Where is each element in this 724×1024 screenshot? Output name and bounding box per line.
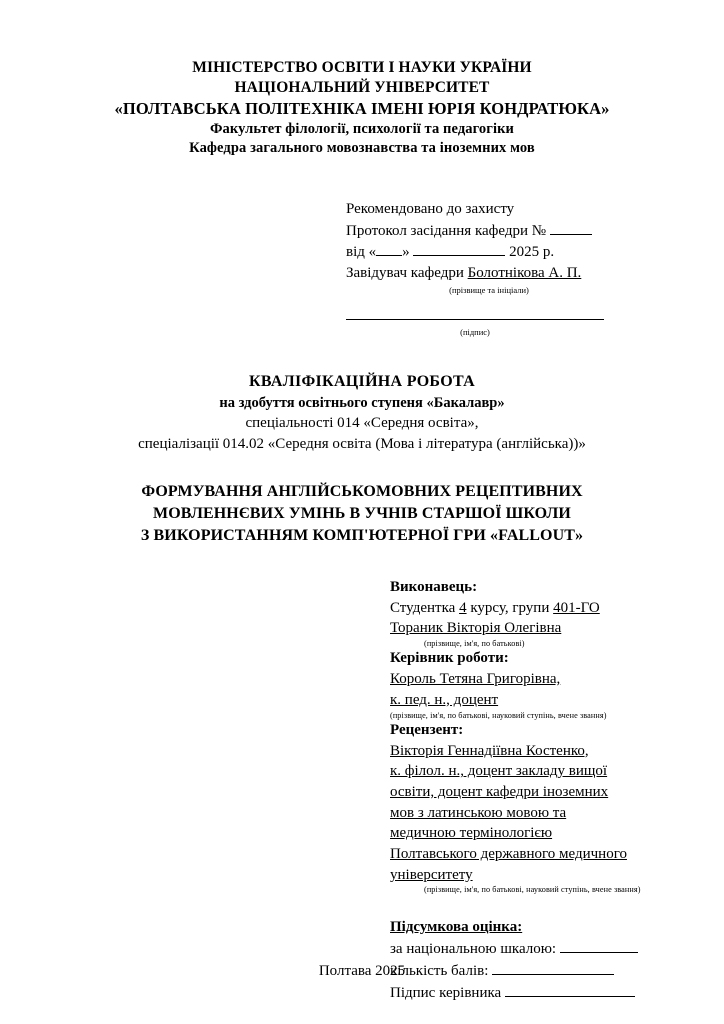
approval-head-note: (прізвище та ініціали) xyxy=(449,284,529,295)
student-course: 4 xyxy=(459,599,467,616)
qualification-specialization: спеціалізації 014.02 «Середня освіта (Мова і література (англійська))» xyxy=(138,436,586,453)
student-group: 401-ГО xyxy=(553,599,600,616)
reviewer-label: Рецензент: xyxy=(390,721,464,738)
approval-protocol-label: Протокол засідання кафедри № xyxy=(346,222,547,239)
approval-day-blank xyxy=(376,255,402,256)
approval-recommended: Рекомендовано до захисту xyxy=(346,201,515,218)
department-line: Кафедра загального мовознавства та іноземних мов xyxy=(189,139,535,156)
reviewer-line-5: медичною термінологією xyxy=(390,825,553,842)
approval-date-mid: » xyxy=(402,244,414,260)
supervisor-degree: к. пед. н., доцент xyxy=(390,691,499,708)
approval-head-label: Завідувач кафедри xyxy=(346,265,468,282)
approval-signature-row xyxy=(346,305,672,337)
qualification-speciality: спеціальності 014 «Середня освіта», xyxy=(245,415,479,432)
ministry-line: МІНІСТЕРСТВО ОСВІТИ І НАУКИ УКРАЇНИ xyxy=(192,59,532,76)
approval-head-name: Болотнікова А. П. xyxy=(467,265,582,282)
reviewer-line-6: Полтавського державного медичного xyxy=(390,846,627,863)
student-name: Тораник Вікторія Олегівна xyxy=(390,620,562,637)
reviewer-line-2: к. філол. н., доцент закладу вищої xyxy=(390,763,608,780)
student-pre: Студентка xyxy=(390,599,460,616)
approval-signature-note: (підпис) xyxy=(460,327,490,338)
approval-month-blank xyxy=(413,255,505,256)
university-name-line: «ПОЛТАВСЬКА ПОЛІТЕХНІКА ІМЕНІ ЮРІЯ КОНДРАТЮКА» xyxy=(114,99,610,119)
approval-block xyxy=(346,199,672,337)
signature-blank xyxy=(505,996,635,997)
student-name-note: (прізвище, ім'я, по батькові) xyxy=(424,639,525,649)
approval-signature-line xyxy=(346,305,604,320)
approval-date xyxy=(346,242,672,263)
signature-row xyxy=(390,983,672,1005)
authors-block xyxy=(390,577,710,895)
work-title-line-2: МОВЛЕННЄВИХ УМІНЬ В УЧНІВ СТАРШОЇ ШКОЛИ xyxy=(153,504,571,522)
student-mid: курсу, групи xyxy=(466,599,554,616)
work-title xyxy=(52,481,672,547)
final-mark-block xyxy=(390,917,672,1005)
reviewer-line-4: мов з латинською мовою та xyxy=(390,804,567,821)
reviewer-line-7: університету xyxy=(390,866,473,883)
reviewer-line-3: освіти, доцент кафедри іноземних xyxy=(390,783,609,800)
institution-header xyxy=(52,58,672,157)
supervisor-note: (прізвище, ім'я, по батькові, науковий ступінь, вчене звання) xyxy=(390,710,607,720)
qualification-block xyxy=(52,371,672,454)
reviewer-note: (прізвище, ім'я, по батькові, науковий ступінь, вчене звання) xyxy=(424,885,641,895)
national-scale-row xyxy=(390,939,672,961)
performer-label: Виконавець: xyxy=(390,578,478,595)
university-line: НАЦІОНАЛЬНИЙ УНІВЕРСИТЕТ xyxy=(234,79,490,97)
work-title-line-3: З ВИКОРИСТАННЯМ КОМП'ЮТЕРНОЇ ГРИ «FALLOUT» xyxy=(140,526,584,544)
approval-date-post: 2025 р. xyxy=(505,244,555,260)
supervisor-name: Король Тетяна Григорівна, xyxy=(390,671,561,688)
work-title-line-1: ФОРМУВАННЯ АНГЛІЙСЬКОМОВНИХ РЕЦЕПТИВНИХ xyxy=(141,482,583,500)
national-scale-label: за національною шкалою: xyxy=(390,940,557,957)
faculty-line: Факультет філології, психології та педагогіки xyxy=(209,120,515,137)
approval-date-pre: від « xyxy=(346,244,377,260)
approval-protocol xyxy=(346,221,672,242)
student-info xyxy=(390,598,710,619)
points-label: кількість балів: xyxy=(390,962,489,979)
national-scale-blank xyxy=(560,952,638,953)
footer-city-year: Полтава 2025 xyxy=(318,963,406,979)
reviewer-line-1: Вікторія Геннадіївна Костенко, xyxy=(390,742,589,759)
final-mark-label: Підсумкова оцінка: xyxy=(390,918,523,935)
qualification-degree: на здобуття освітнього ступеня «Бакалавр» xyxy=(219,395,505,412)
approval-protocol-blank xyxy=(550,234,592,235)
qualification-title: КВАЛІФІКАЦІЙНА РОБОТА xyxy=(249,373,475,391)
signature-label: Підпис керівника xyxy=(390,984,502,1001)
approval-head xyxy=(346,263,672,284)
supervisor-label: Керівник роботи: xyxy=(390,650,509,667)
